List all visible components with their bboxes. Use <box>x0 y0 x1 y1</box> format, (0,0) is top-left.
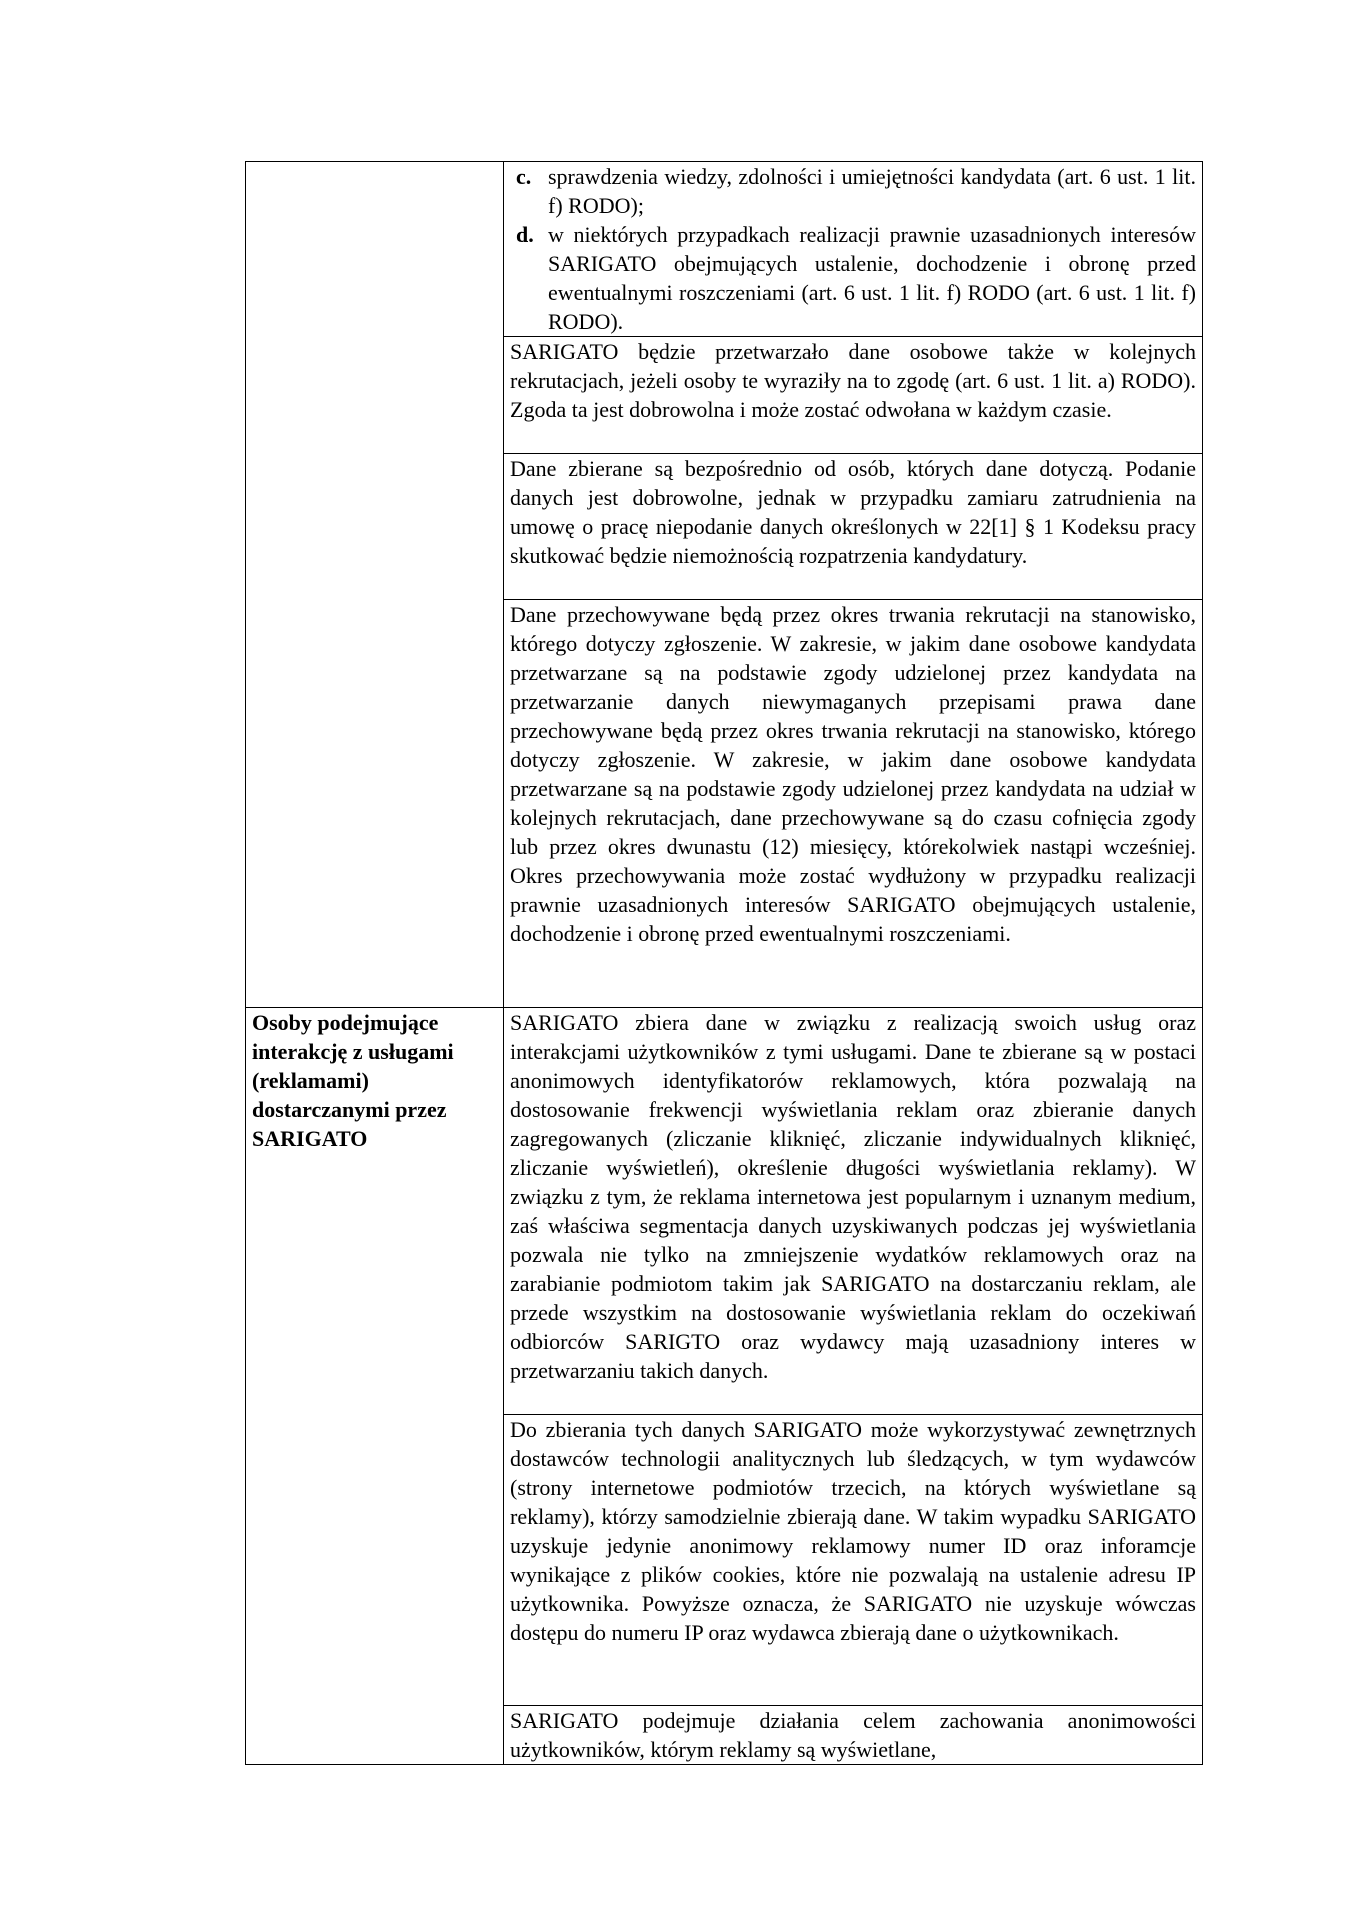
category-cell-empty <box>246 162 504 1008</box>
table-row <box>246 1008 1203 1415</box>
retention-paragraph-cell: Dane przechowywane będą przez okres trwania rekrutacji na stanowisko, którego dotyczy zgłoszenie. W zakresie, w jakim dane osobowe kandydata przetwarzane są na podstawie zgody udzielonej przez kandydata na przetwarzanie danych niewymaganych przepisami prawa dane przechowywane będą przez okres trwania rekrutacji na stanowisko, którego dotyczy zgłoszenie. W zakresie, w jakim dane osobowe kandydata przetwarzane są na podstawie zgody udzielonej przez kandydata na udział w kolejnych rekrutacjach, dane przechowywane są do czasu cofnięcia zgody lub przez okres dwunastu (12) miesięcy, którekolwiek nastąpi wcześniej. Okres przechowywania może zostać wydłużony w przypadku realizacji prawnie uzasadnionych interesów SARIGATO obejmujących ustalenie, dochodzenie i obronę przed ewentualnymi roszczeniami. <box>504 600 1203 1008</box>
table-row <box>246 162 1203 337</box>
anonymity-paragraph-cell: SARIGATO podejmuje działania celem zachowania anonimowości użytkowników, którym reklamy są wyświetlane, <box>504 1706 1203 1765</box>
third-party-providers-paragraph-cell: Do zbierania tych danych SARIGATO może wykorzystywać zewnętrznych dostawców technologii analitycznych lub śledzących, w tym wydawców (strony internetowe podmiotów trzecich, na których wyświetlane są reklamy), którzy samodzielnie zbierają dane. W takim wypadku SARIGATO uzyskuje jedynie anonimowy reklamowy numer ID oraz inforamcje wynikające z plików cookies, które nie pozwalają na ustalenie adresu IP użytkownika. Powyższe oznacza, że SARIGATO nie uzyskuje wówczas dostępu do numeru IP oraz wydawca zbierają dane o użytkownikach. <box>504 1415 1203 1706</box>
list-item <box>510 220 1196 336</box>
list-item-letter: d. <box>516 222 534 247</box>
consent-paragraph-cell: SARIGATO będzie przetwarzało dane osobowe także w kolejnych rekrutacjach, jeżeli osoby te wyraziły na to zgodę (art. 6 ust. 1 lit. a) RODO). Zgoda ta jest dobrowolna i może zostać odwołana w każdym czasie. <box>504 337 1203 454</box>
list-item <box>510 162 1196 220</box>
ad-data-collection-paragraph-cell: SARIGATO zbiera dane w związku z realizacją swoich usług oraz interakcjami użytkowników z tymi usługami. Dane te zbierane są w postaci anonimowych identyfikatorów reklamowych, która pozwalają na dostosowanie frekwencji wyświetlania reklam oraz zbieranie danych zagregowanych (zliczanie kliknięć, zliczanie indywidualnych kliknięć, zliczanie wyświetleń), określenie długości wyświetlania reklamy). W związku z tym, że reklama internetowa jest popularnym i uznanym medium, zaś właściwa segmentacja danych uzyskiwanych podczas jej wyświetlania pozwala nie tylko na zmniejszenie wydatków reklamowych oraz na zarabianie podmiotom takim jak SARIGATO na dostarczaniu reklam, ale przede wszystkim na dostosowanie wyświetlania reklam do oczekiwań odbiorców SARIGTO oraz wydawcy mają uzasadniony interes w przetwarzaniu takich danych. <box>504 1008 1203 1415</box>
category-cell <box>246 1008 504 1765</box>
data-source-paragraph-cell: Dane zbierane są bezpośrednio od osób, których dane dotyczą. Podanie danych jest dobrowolne, jednak w przypadku zamiaru zatrudnienia na umowę o pracę niepodanie danych określonych w 22[1] § 1 Kodeksu pracy skutkować będzie niemożnością rozpatrzenia kandydatury. <box>504 454 1203 600</box>
list-item-letter: c. <box>516 164 532 189</box>
category-title: Osoby podejmujące interakcję z usługami (reklamami) dostarczanymi przez SARIGATO <box>252 1010 454 1151</box>
list-item-text: sprawdzenia wiedzy, zdolności i umiejętności kandydata (art. 6 ust. 1 lit. f) RODO); <box>548 164 1196 218</box>
list-item-text: w niektórych przypadkach realizacji prawnie uzasadnionych interesów SARIGATO obejmujących ustalenie, dochodzenie i obronę przed ewentualnymi roszczeniami (art. 6 ust. 1 lit. f) RODO (art. 6 ust. 1 lit. f) RODO). <box>548 222 1196 334</box>
data-processing-table <box>245 161 1203 1765</box>
legal-basis-list-cell <box>504 162 1203 337</box>
